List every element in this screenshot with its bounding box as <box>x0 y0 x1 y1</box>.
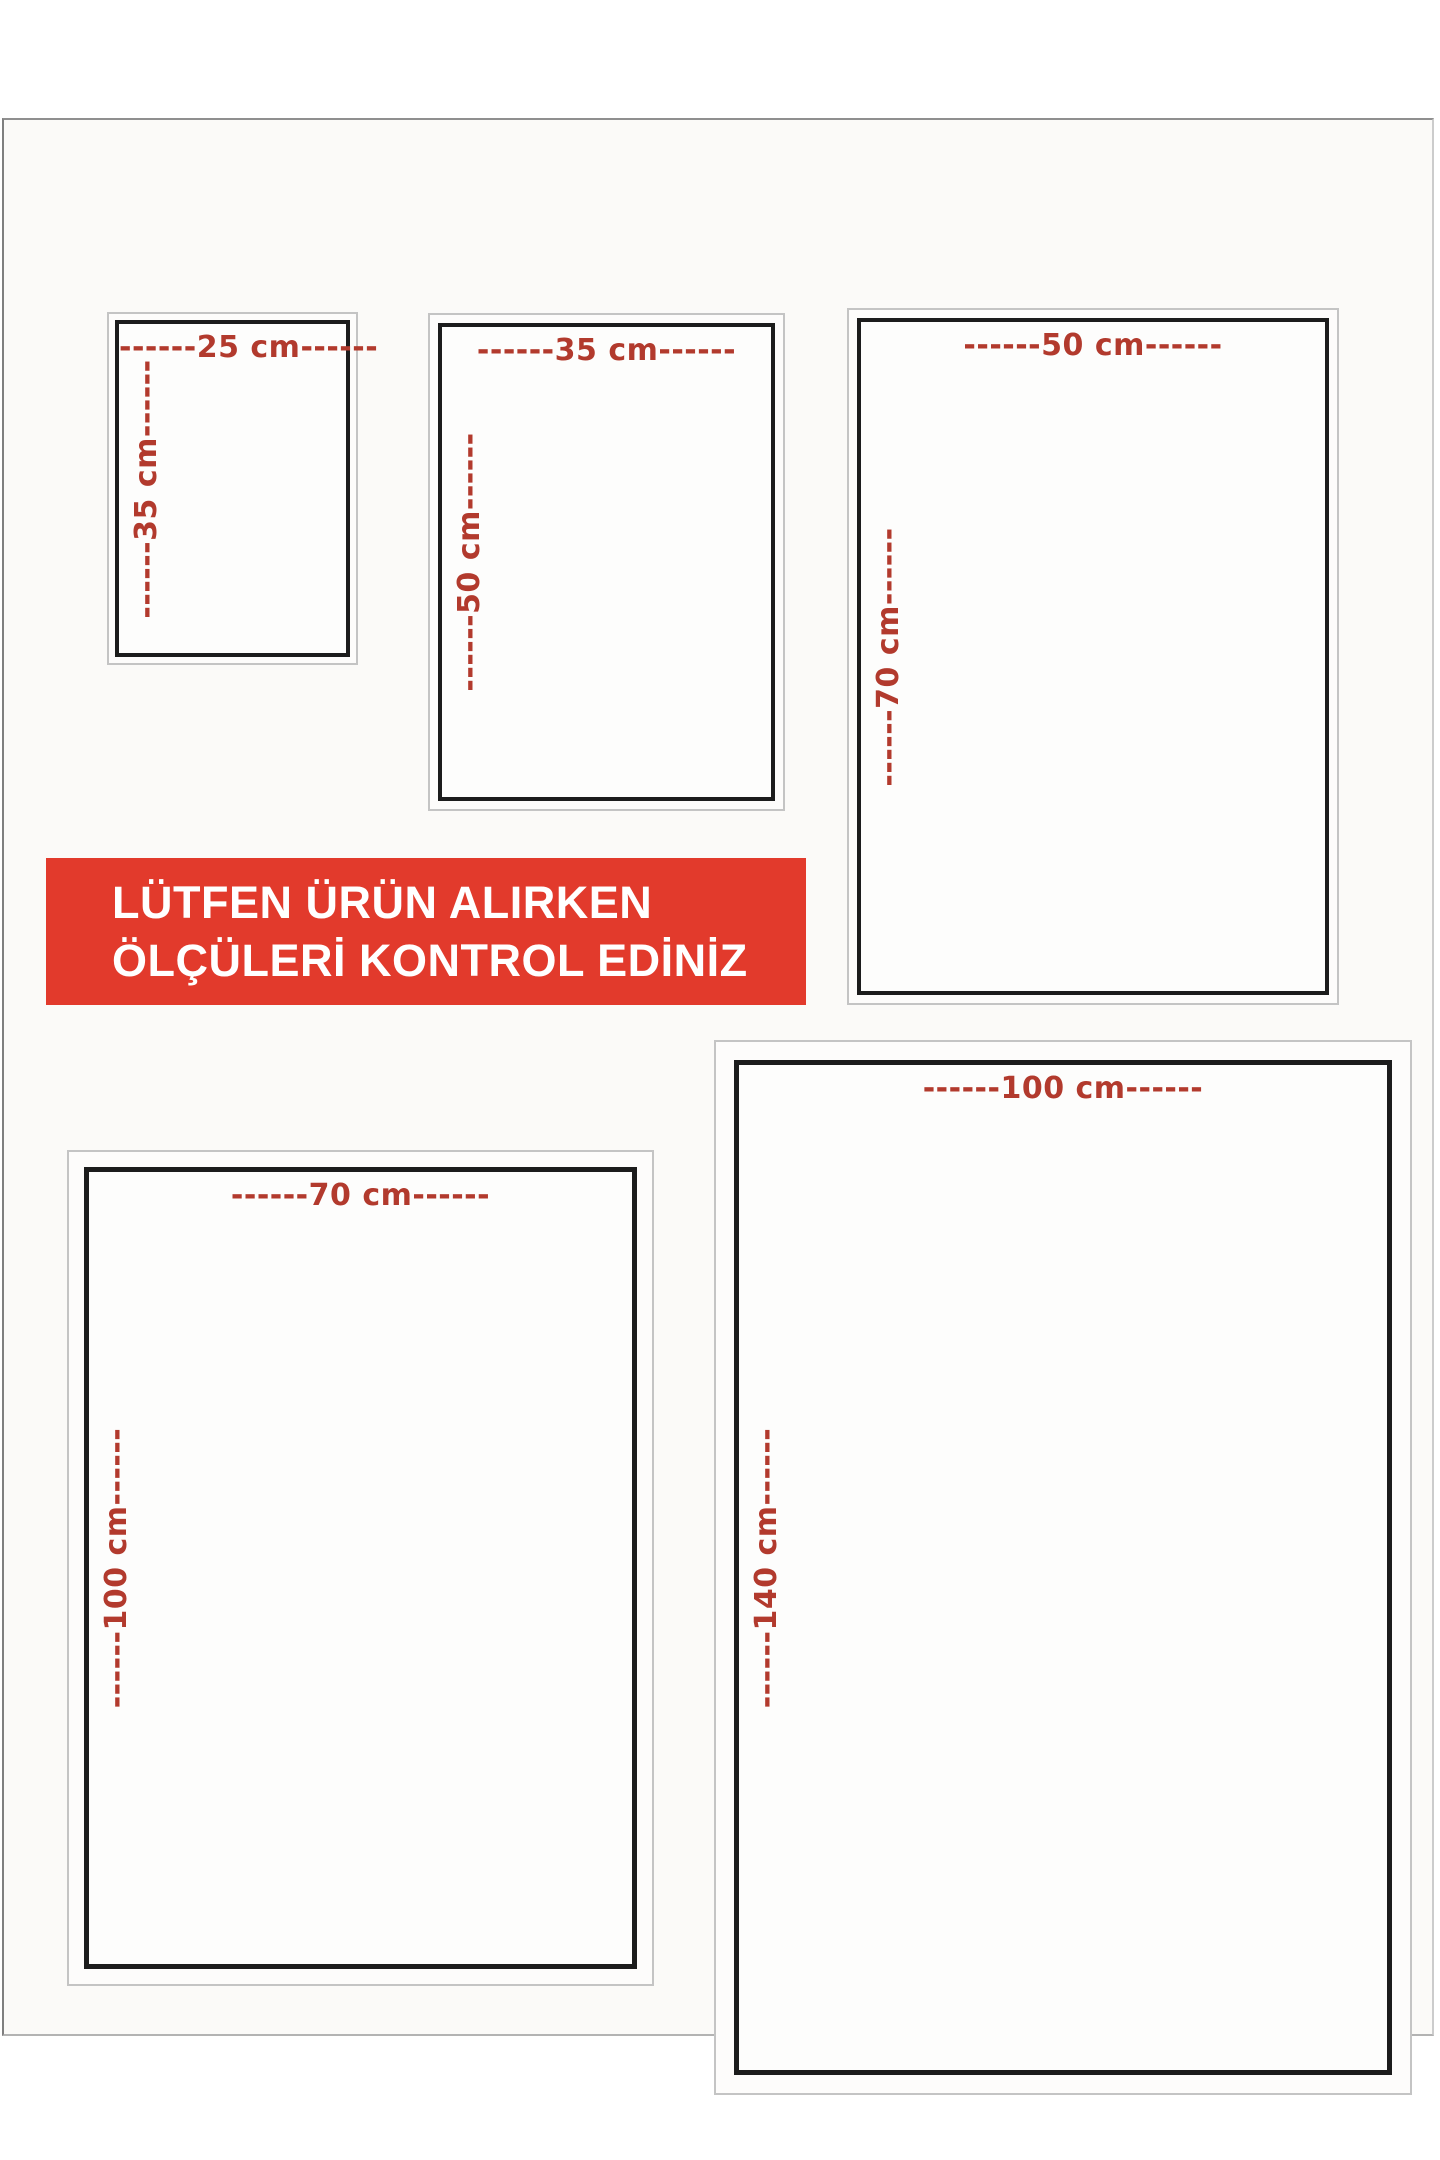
warning-text-line-2: ÖLÇÜLERİ KONTROL EDİNİZ <box>112 935 748 986</box>
sheet-background <box>2 118 1434 2036</box>
width-dimension-label-70cm: ------70 cm------ <box>230 1178 491 1213</box>
size-box-100x140-frame <box>734 1060 1392 2075</box>
warning-text-line-1: LÜTFEN ÜRÜN ALIRKEN <box>112 877 653 928</box>
size-box-50x70 <box>847 308 1339 1005</box>
size-box-70x100-frame <box>84 1167 637 1969</box>
height-dimension-label-70cm: ------70 cm------ <box>871 526 906 787</box>
measurement-warning-banner <box>46 858 806 1005</box>
size-box-25x35-frame <box>115 320 379 657</box>
width-dimension-label-25cm: ------25 cm------ <box>119 330 379 365</box>
size-box-25x35 <box>107 312 379 665</box>
size-box-35x50 <box>428 313 785 811</box>
width-dimension-label-50cm: ------50 cm------ <box>963 328 1223 363</box>
size-box-35x50-frame <box>438 323 775 801</box>
height-dimension-label-50cm: ------50 cm------ <box>452 432 487 692</box>
height-dimension-label-35cm: ------35 cm------ <box>129 358 164 619</box>
size-box-100x140 <box>714 1040 1412 2095</box>
height-dimension-label-140cm: ------140 cm------ <box>749 1427 784 1708</box>
width-dimension-label-100cm: ------100 cm------ <box>922 1071 1204 1106</box>
size-box-50x70-frame <box>857 318 1329 995</box>
width-dimension-label-35cm: ------35 cm------ <box>476 333 737 368</box>
height-dimension-label-100cm: ------100 cm------ <box>99 1427 134 1709</box>
size-box-70x100 <box>67 1150 654 1986</box>
